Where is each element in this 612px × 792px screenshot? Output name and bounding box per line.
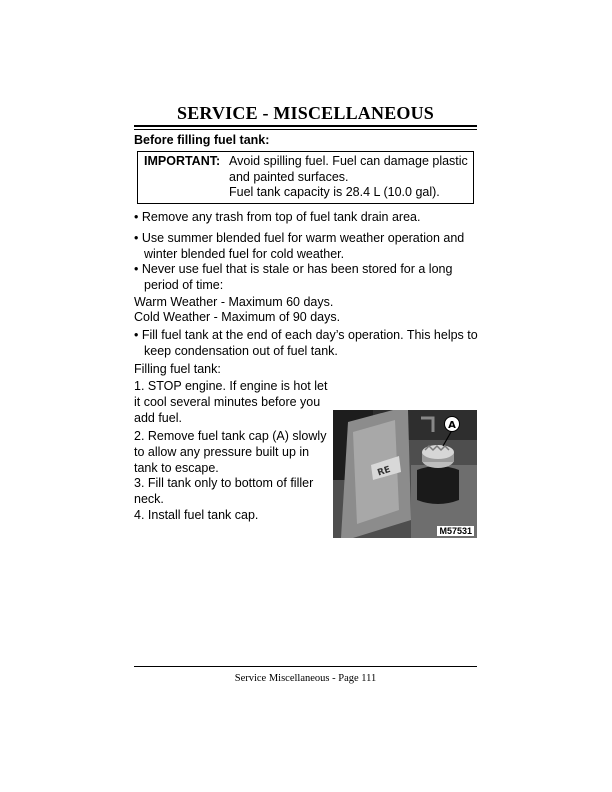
fuel-tank-photo [333, 410, 477, 538]
bullet-stale-fuel: • Never use fuel that is stale or has been stored for a long period of time: [134, 262, 453, 292]
important-label: IMPORTANT: [144, 154, 221, 168]
callout-label: A [448, 420, 456, 431]
step-3: 3. Fill tank only to bottom of filler neck. [134, 476, 314, 506]
important-text [229, 154, 469, 201]
section-heading: Before filling fuel tank: [134, 133, 270, 147]
bullet-remove-trash: • Remove any trash from top of fuel tank drain area. [134, 210, 421, 224]
figure-id: M57531 [439, 526, 472, 536]
page-title: SERVICE - MISCELLANEOUS [176, 103, 435, 123]
panel-decal: RE [376, 464, 392, 479]
filling-heading: Filling fuel tank: [134, 362, 221, 376]
fuel-tank-illustration [333, 410, 477, 538]
storage-cold: Cold Weather - Maximum of 90 days. [134, 310, 341, 324]
footer-rule [134, 666, 477, 667]
important-line-1: Avoid spilling fuel. Fuel can damage plastic [229, 154, 468, 168]
bullet-fill-tank: • Fill fuel tank at the end of each day’s operation. This helps to keep condensation out of fuel tank. [134, 328, 478, 358]
step-4: 4. Install fuel tank cap. [134, 508, 259, 522]
title-rule-thin [134, 129, 477, 130]
important-notice [137, 151, 474, 204]
bullet-blended-fuel: • Use summer blended fuel for warm weather operation and winter blended fuel for cold weather. [134, 231, 465, 261]
important-line-3: Fuel tank capacity is 28.4 L (10.0 gal). [229, 185, 440, 199]
step-2: 2. Remove fuel tank cap (A) slowly to allow any pressure built up in tank to escape. [134, 429, 327, 475]
storage-warm: Warm Weather - Maximum 60 days. [134, 295, 334, 309]
page-footer: Service Miscellaneous - Page 111 [234, 673, 377, 684]
title-rule-thick [134, 125, 477, 127]
step-1: 1. STOP engine. If engine is hot let it cool several minutes before you add fuel. [134, 379, 328, 425]
important-line-2: and painted surfaces. [229, 169, 349, 184]
